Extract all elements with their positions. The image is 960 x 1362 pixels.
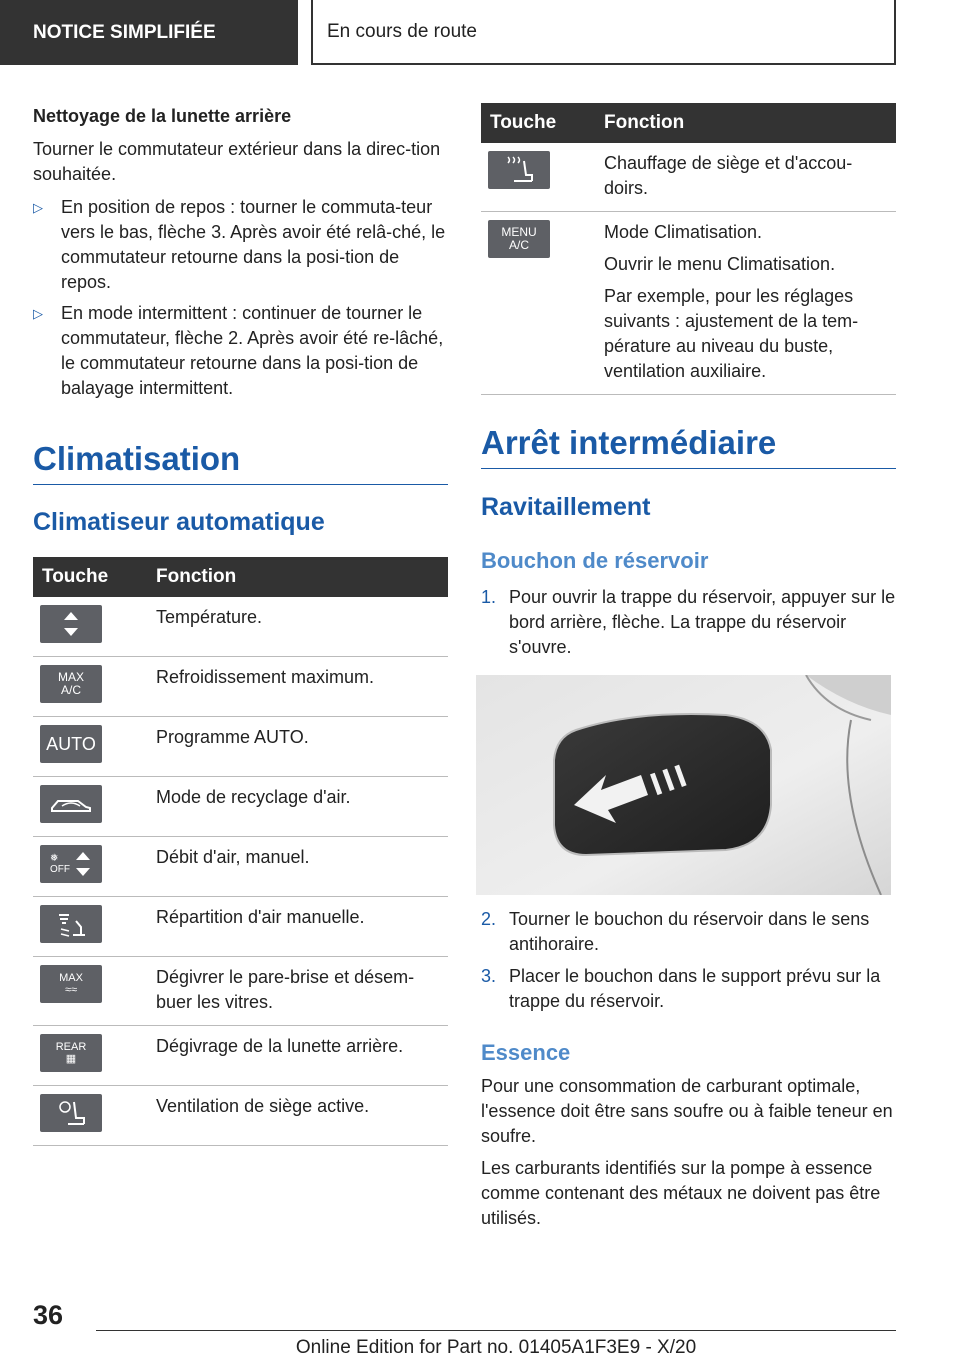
table-header-row — [33, 557, 448, 597]
air-distribution-icon — [40, 905, 102, 943]
table-header-function: Fonction — [156, 557, 448, 597]
triangle-bullet-icon: ▷ — [33, 306, 43, 321]
menu-ac-icon: MENU A/C — [488, 220, 550, 258]
table-row — [33, 1026, 448, 1086]
fuel-flap-illustration — [476, 675, 891, 895]
table-row — [33, 717, 448, 777]
table-cell-function: Programme AUTO. — [156, 717, 448, 777]
subsubsection-title-bouchon: Bouchon de réservoir — [481, 548, 709, 573]
essence-paragraph-2: Les carburants identifiés sur la pompe à essence comme contenant des métaux ne doivent pas être utilisés. — [481, 1158, 881, 1228]
table-row — [481, 212, 896, 395]
seat-ventilation-icon — [40, 1094, 102, 1132]
table-row — [481, 143, 896, 212]
list-item: ▷ En position de repos : tourner le commuta-teur vers le bas, flèche 3. Après avoir été relâ-ché, le commutateur retourne dans la posi-tion de repos. — [33, 197, 446, 292]
max-ac-icon: MAX A/C — [40, 665, 102, 703]
table-cell-function: Mode de recyclage d'air. — [156, 777, 448, 837]
section-title-arret: Arrêt intermédiaire — [481, 424, 896, 469]
table-cell-function: Refroidissement maximum. — [156, 657, 448, 717]
table-row — [33, 837, 448, 897]
fan-off-icon: ❅ OFF — [40, 845, 102, 883]
header-chapter-label: En cours de route — [327, 20, 477, 42]
fuel-steps-list-2 — [481, 907, 896, 1014]
rear-wiper-bullets — [33, 195, 448, 401]
auto-icon: AUTO — [40, 725, 102, 763]
table-cell-function: Ventilation de siège active. — [156, 1086, 448, 1146]
fuel-steps-list-1 — [481, 585, 896, 660]
table-row — [33, 777, 448, 837]
rear-wiper-intro: Tourner le commutateur extérieur dans la direc-tion souhaitée. — [33, 139, 441, 184]
table-cell-function: Mode Climatisation. Ouvrir le menu Climatisation. Par exemple, pour les réglages suivants : ajustement de la tem-pérature au niveau du buste, ventilation auxiliaire. — [604, 212, 896, 395]
subsection-title-auto-ac: Climatiseur automatique — [33, 508, 325, 536]
list-item: ▷ En mode intermittent : continuer de tourner le commutateur, flèche 2. Après avoir été re-lâché, le commutateur retourne dans la posi-tion de balayage intermittent. — [33, 303, 444, 398]
table-row — [33, 657, 448, 717]
max-defrost-icon: MAX ≈≈ — [40, 965, 102, 1003]
table-cell-function: Chauffage de siège et d'accou-doirs. — [604, 143, 896, 212]
rear-wiper-heading: Nettoyage de la lunette arrière — [33, 106, 292, 126]
header-section-label: NOTICE SIMPLIFIÉE — [33, 21, 216, 43]
table-cell-function: Répartition d'air manuelle. — [156, 897, 448, 957]
table-row — [33, 1086, 448, 1146]
essence-paragraph-1: Pour une consommation de carburant optimale, l'essence doit être sans soufre ou à faible teneur en soufre. — [481, 1076, 893, 1146]
list-item: 2. Tourner le bouchon du réservoir dans le sens antihoraire. — [481, 909, 870, 954]
table-header-function: Fonction — [604, 103, 896, 143]
table-header-key: Touche — [481, 103, 604, 143]
temperature-arrows-icon — [40, 605, 102, 643]
footer-edition: Online Edition for Part no. 01405A1F3E9 - X/20 — [96, 1330, 896, 1359]
page-number: 36 — [33, 1300, 64, 1330]
subsubsection-title-essence: Essence — [481, 1040, 571, 1065]
table-cell-function: Dégivrer le pare-brise et désem-buer les vitres. — [156, 957, 448, 1026]
rear-defrost-icon: REAR ▦ — [40, 1034, 102, 1072]
section-title-climatisation: Climatisation — [33, 440, 448, 485]
subsection-title-ravitaillement: Ravitaillement — [481, 493, 651, 521]
table-row — [33, 957, 448, 1026]
header-chapter-tab — [311, 0, 896, 65]
table-cell-function: Température. — [156, 597, 448, 657]
triangle-bullet-icon: ▷ — [33, 200, 43, 215]
table-header-key: Touche — [33, 557, 156, 597]
ac-buttons-table-continued — [481, 103, 896, 395]
table-cell-function: Dégivrage de la lunette arrière. — [156, 1026, 448, 1086]
air-recirculation-icon — [40, 785, 102, 823]
table-row — [33, 897, 448, 957]
ac-buttons-table — [33, 557, 448, 1146]
list-item: 3. Placer le bouchon dans le support prévu sur la trappe du réservoir. — [481, 966, 881, 1011]
list-item: 1. Pour ouvrir la trappe du réservoir, appuyer sur le bord arrière, flèche. La trappe du réservoir s'ouvre. — [481, 587, 896, 657]
table-cell-function: Débit d'air, manuel. — [156, 837, 448, 897]
seat-heating-icon — [488, 151, 550, 189]
header-section-tab — [0, 0, 298, 65]
table-row — [33, 597, 448, 657]
table-header-row — [481, 103, 896, 143]
